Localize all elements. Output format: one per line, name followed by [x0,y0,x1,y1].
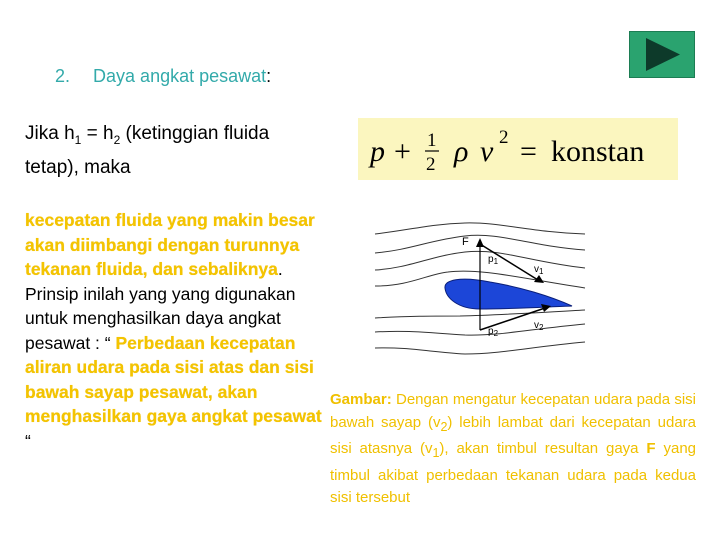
intro-part1: Jika h [25,123,75,144]
formula-exp: 2 [499,127,509,148]
formula-konstan: konstan [551,135,645,168]
label-p1: $p_1$ [488,254,499,266]
intro-sub1: 1 [74,132,82,147]
body-text-2: “ [25,430,31,451]
heading-title: Daya angkat pesawat [93,66,267,86]
intro-part3: (ketinggian fluida tetap), maka [25,123,270,178]
caption-t1: Dengan mengatur kecepatan udara pada sisi bawah sayap (v [330,391,696,431]
caption-s1: 2 [440,419,448,434]
slide-heading [55,66,271,87]
next-slide-button[interactable] [629,31,695,78]
streamline-bottom [375,342,585,354]
intro-sub2: 2 [113,132,121,147]
caption-t3: ), akan timbul resultan gaya [439,440,647,457]
streamline-top [375,223,585,234]
wing-airflow-diagram [370,220,590,365]
body-text-1: . Prinsip inilah yang yang digunakan untuk menghasilkan daya angkat pesawat : “ [25,259,296,353]
label-v1: $v_1$ [534,264,544,276]
caption-t4: yang timbul akibat perbedaan tekanan udara pada kedua sisi tersebut [330,440,696,506]
heading-colon: : [266,66,272,86]
caption-t2: ) lebih lambat dari kecepatan udara sisi atasnya (v [330,413,696,457]
body-paragraph [25,208,325,453]
caption-label: Gambar: [330,391,392,408]
label-F: F [462,236,469,248]
play-triangle-icon [630,32,694,77]
wing-shape [445,279,572,309]
caption-s2: 1 [432,446,440,460]
highlight-1: kecepatan fluida yang makin besar akan diimbangi dengan turunnya tekanan fluida, dan sebaliknya [25,210,315,279]
figure-caption [330,389,696,510]
label-v2: $v_2$ [534,320,544,332]
highlight-2: Perbedaan kecepatan aliran udara pada sisi atas dan sisi bawah sayap pesawat, akan menghasilkan gaya angkat pesawat [25,332,322,426]
formula-v: v [480,135,494,168]
intro-part2: = h [81,123,114,144]
bernoulli-formula [358,118,678,180]
caption-F: F [646,440,656,457]
formula-p: p [370,135,385,168]
formula-plus: + [394,135,411,168]
formula-rho: ρ [454,135,469,168]
formula-den: 2 [426,154,436,175]
intro-text [25,120,325,182]
heading-number: 2. [55,66,71,86]
formula-eq: = [520,135,537,168]
label-p2: $p_2$ [488,326,499,338]
formula-num: 1 [427,130,437,151]
